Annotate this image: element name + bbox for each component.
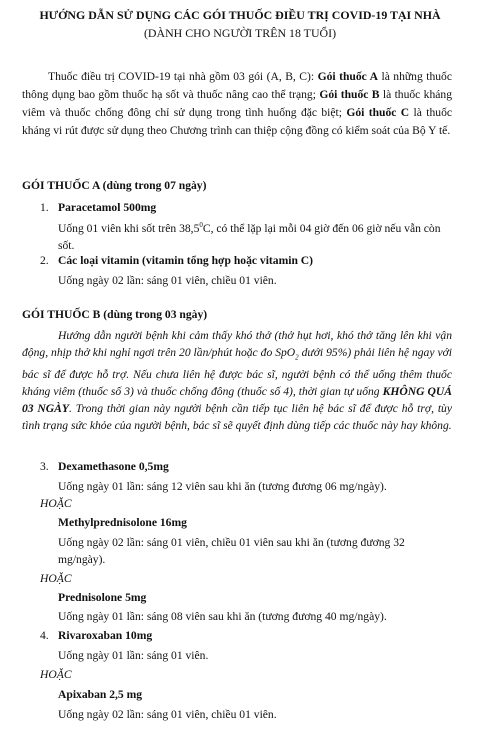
- item-1-desc-pre: Uống 01 viên khi sốt trên 38,5: [58, 221, 200, 235]
- item-1-description: [58, 217, 454, 254]
- or-label-2: HOẶC: [40, 572, 72, 585]
- item-2: [40, 253, 313, 268]
- intro-text-1: Thuốc điều trị COVID-19 tại nhà gồm 03 gói (A, B, C):: [48, 70, 318, 83]
- intro-text-4: là thuốc kháng vi rút được sử dụng theo Chương trình can thiệp cộng đồng có kiểm soát của Bộ Y tế.: [22, 106, 453, 137]
- document-title: HƯỚNG DẪN SỬ DỤNG CÁC GÓI THUỐC ĐIỀU TRỊ COVID-19 TẠI NHÀ: [39, 8, 441, 22]
- note-emphasis: KHÔNG QUÁ 03 NGÀY: [22, 385, 452, 416]
- note-subscript: 2: [295, 353, 299, 362]
- apixaban-description: Uống ngày 02 lần: sáng 01 viên, chiều 01 viên.: [58, 708, 277, 721]
- document-subtitle: (DÀNH CHO NGƯỜI TRÊN 18 TUỔI): [143, 26, 337, 40]
- item-2-number: 2.: [40, 254, 49, 267]
- item-3: [40, 459, 169, 474]
- section-a-heading: GÓI THUỐC A (dùng trong 07 ngày): [22, 179, 207, 192]
- intro-text-3: là thuốc kháng viêm và thuốc chống đông chỉ sử dụng trong tình huống đặc biệt;: [22, 88, 453, 119]
- item-4-name: Rivaroxaban 10mg: [58, 629, 153, 642]
- item-1-desc-degree: 0: [199, 221, 203, 229]
- intro-paragraph: [22, 68, 452, 140]
- or-label-3: HOẶC: [40, 668, 72, 681]
- item-1: [40, 200, 156, 215]
- note-text-c: . Trong thời gian này người bệnh cần tiếp tục liên hệ bác sĩ để được hỗ trợ, tùy tình trạng sức khỏe của người bệnh, bác sĩ sẽ quyết định dùng tiếp các thuốc này hay không.: [22, 402, 452, 433]
- section-b-note: [22, 327, 452, 434]
- item-4: [40, 628, 152, 643]
- methylprednisolone-description: Uống ngày 02 lần: sáng 01 viên, chiều 01 viên sau khi ăn (tương đương 32 mg/ngày).: [58, 536, 405, 566]
- item-1-number: 1.: [40, 201, 49, 214]
- note-text-b: dưới 95%) phải liên hệ ngay với bác sĩ để được hỗ trợ. Nếu chưa liên hệ được bác sĩ, người bệnh có thể uống thêm thuốc kháng viêm (thuốc số 3) và thuốc chống đông (thuốc số 4), thời gian tự uống: [22, 346, 453, 399]
- intro-package-b: Gói thuốc B: [319, 88, 380, 101]
- section-b-heading: GÓI THUỐC B (dùng trong 03 ngày): [22, 308, 208, 321]
- item-4-description: Uống ngày 01 lần: sáng 01 viên.: [58, 649, 209, 662]
- intro-package-a: Gói thuốc A: [317, 70, 378, 83]
- apixaban-name: Apixaban 2,5 mg: [58, 688, 143, 701]
- note-text-a: Hướng dẫn người bệnh khi cảm thấy khó thở (thở hụt hơi, khó thở tăng lên khi vận động, nhịp thở khi nghỉ ngơi trên 20 lần/phút hoặc đo SpO: [22, 329, 452, 359]
- intro-package-c: Gói thuốc C: [346, 106, 410, 119]
- item-2-name: Các loại vitamin (vitamin tổng hợp hoặc vitamin C): [58, 254, 314, 267]
- methylprednisolone-name: Methylprednisolone 16mg: [58, 516, 187, 529]
- prednisolone-name: Prednisolone 5mg: [58, 591, 147, 604]
- item-3-name: Dexamethasone 0,5mg: [58, 460, 169, 473]
- item-4-number: 4.: [40, 629, 49, 642]
- item-3-description: Uống ngày 01 lần: sáng 12 viên sau khi ăn (tương đương 06 mg/ngày).: [58, 480, 387, 493]
- item-1-desc-post: C, có thể lặp lại mỗi 04 giờ đến 06 giờ nếu vẫn còn sốt.: [58, 221, 441, 252]
- or-label-1: HOẶC: [40, 497, 72, 510]
- item-3-number: 3.: [40, 460, 49, 473]
- intro-text-2: là những thuốc thông dụng bao gồm thuốc hạ sốt và thuốc nâng cao thể trạng;: [22, 70, 452, 101]
- item-1-name: Paracetamol 500mg: [58, 201, 157, 214]
- prednisolone-description: Uống ngày 01 lần: sáng 08 viên sau khi ăn (tương đương 40 mg/ngày).: [58, 610, 387, 623]
- item-2-description: Uống ngày 02 lần: sáng 01 viên, chiều 01 viên.: [58, 274, 277, 287]
